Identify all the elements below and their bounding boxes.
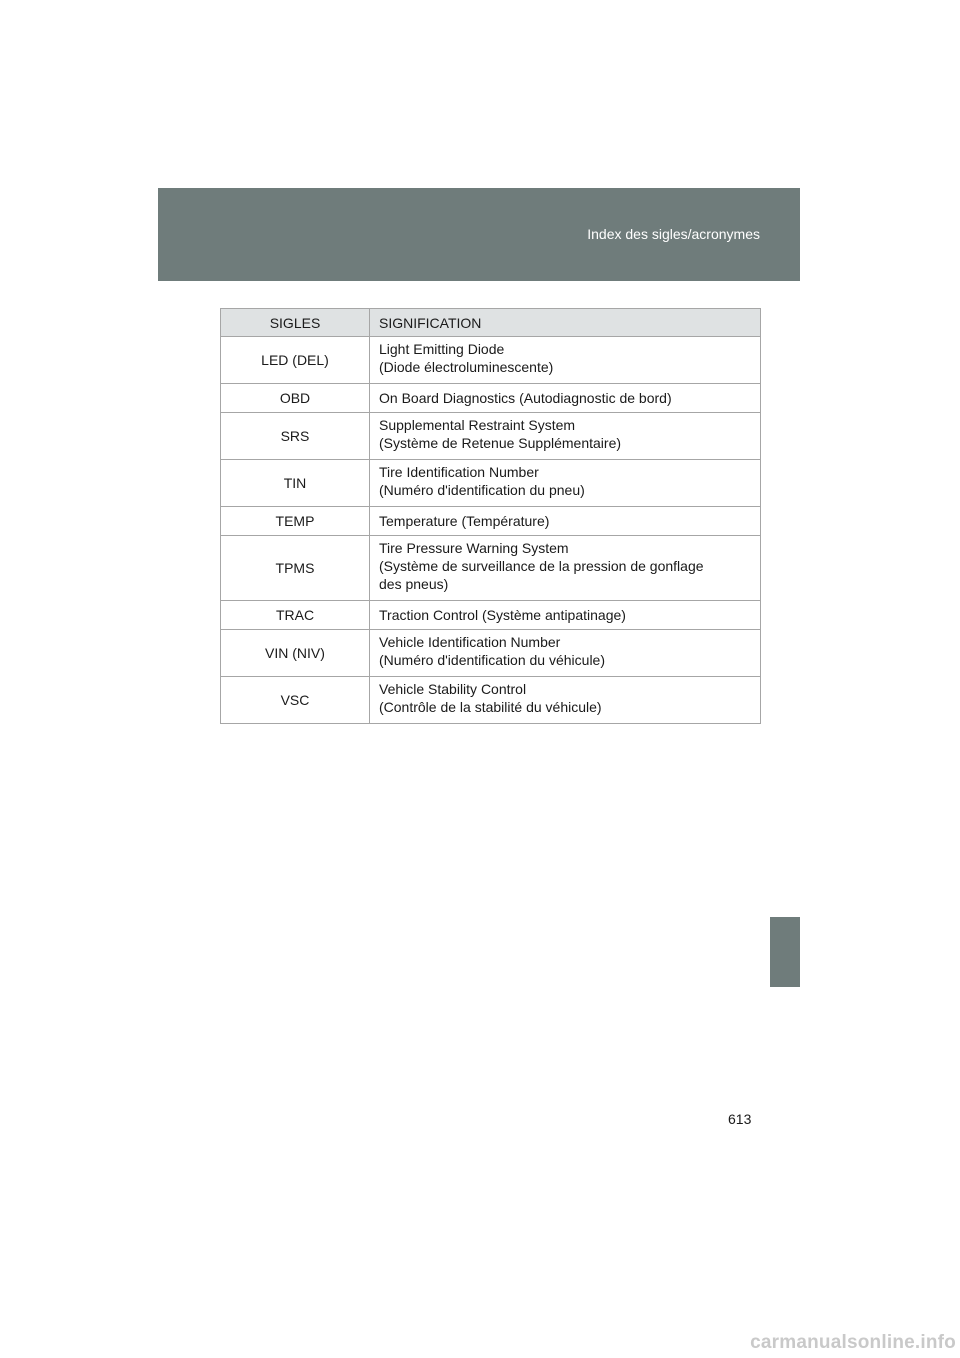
- table-body: [221, 337, 761, 724]
- meaning-line: Vehicle Identification Number: [379, 634, 561, 650]
- table-row: [221, 384, 761, 413]
- acronym-cell: VIN (NIV): [221, 630, 370, 677]
- meaning-cell: [370, 630, 761, 677]
- meaning-line: On Board Diagnostics (Autodiagnostic de bord): [379, 390, 672, 406]
- table-row: [221, 460, 761, 507]
- table-row: [221, 413, 761, 460]
- meaning-cell: [370, 337, 761, 384]
- meaning-line: des pneus): [379, 576, 449, 592]
- meaning-line: Temperature (Température): [379, 513, 550, 529]
- meaning-cell: [370, 677, 761, 724]
- table-row: [221, 536, 761, 601]
- meaning-line: (Diode électroluminescente): [379, 359, 554, 375]
- meaning-line: Tire Identification Number: [379, 464, 539, 480]
- section-title: Index des sigles/acronymes: [587, 226, 760, 242]
- acronym-cell: TRAC: [221, 601, 370, 630]
- meaning-line: Vehicle Stability Control: [379, 681, 527, 697]
- meaning-line: Supplemental Restraint System: [379, 417, 576, 433]
- meaning-cell: [370, 536, 761, 601]
- acronym-cell: TEMP: [221, 507, 370, 536]
- acronym-cell: VSC: [221, 677, 370, 724]
- table-row: [221, 507, 761, 536]
- meaning-line: Tire Pressure Warning System: [379, 540, 569, 556]
- meaning-line: (Système de surveillance de la pression de gonflage: [379, 558, 704, 574]
- acronym-table: [220, 308, 761, 724]
- meaning-line: (Numéro d'identification du pneu): [379, 482, 585, 498]
- meaning-line: (Contrôle de la stabilité du véhicule): [379, 699, 602, 715]
- meaning-line: (Système de Retenue Supplémentaire): [379, 435, 622, 451]
- chapter-tab: [770, 917, 800, 987]
- table-row: [221, 601, 761, 630]
- column-header-meaning: SIGNIFICATION: [370, 309, 761, 337]
- meaning-cell: [370, 507, 761, 536]
- table-header-row: [221, 309, 761, 337]
- table-row: [221, 677, 761, 724]
- meaning-cell: [370, 413, 761, 460]
- table-row: [221, 337, 761, 384]
- meaning-line: Light Emitting Diode: [379, 341, 505, 357]
- meaning-line: (Numéro d'identification du véhicule): [379, 652, 606, 668]
- acronym-cell: TPMS: [221, 536, 370, 601]
- watermark: carmanualsonline.info: [750, 1332, 956, 1353]
- header-band: [158, 188, 800, 281]
- table-row: [221, 630, 761, 677]
- meaning-cell: [370, 384, 761, 413]
- page-number: 613: [728, 1111, 752, 1127]
- meaning-cell: [370, 460, 761, 507]
- acronym-cell: LED (DEL): [221, 337, 370, 384]
- acronym-cell: OBD: [221, 384, 370, 413]
- meaning-line: Traction Control (Système antipatinage): [379, 607, 626, 623]
- acronym-cell: SRS: [221, 413, 370, 460]
- meaning-cell: [370, 601, 761, 630]
- acronym-cell: TIN: [221, 460, 370, 507]
- column-header-acronym: SIGLES: [221, 309, 370, 337]
